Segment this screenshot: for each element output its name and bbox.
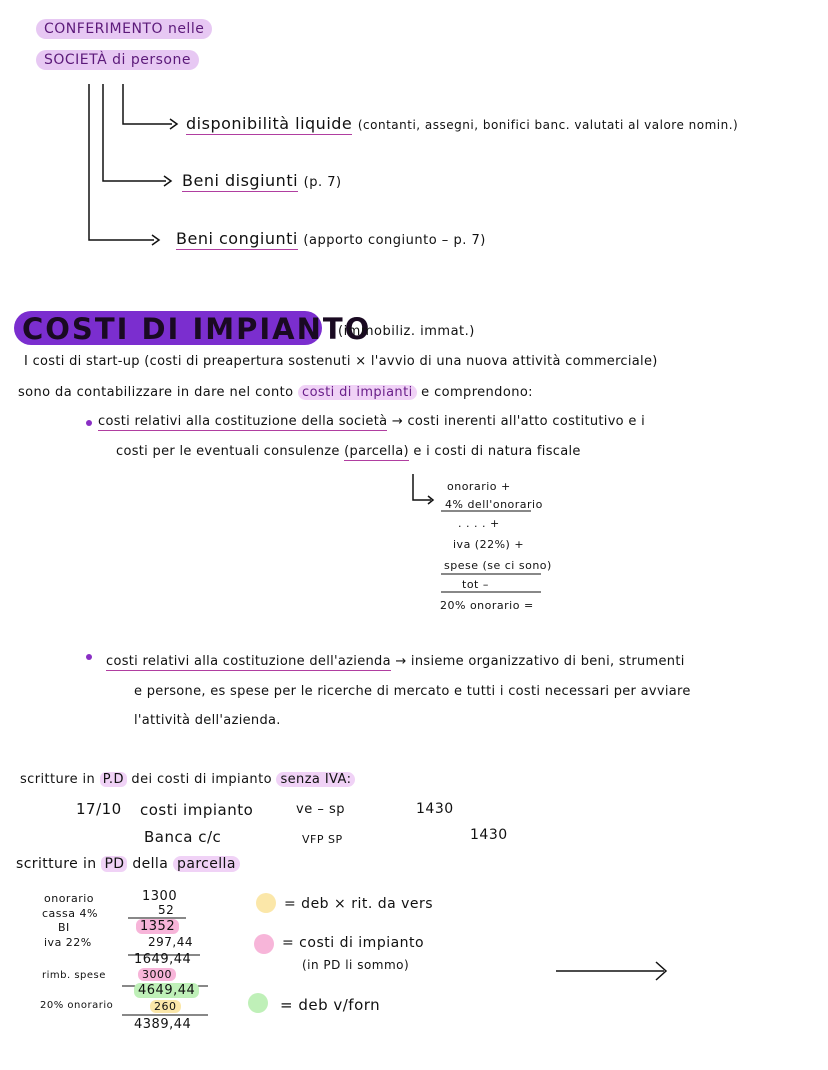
scritture1-row2-code: VFP SP [302, 833, 343, 846]
branch-1-note: (contanti, assegni, bonifici banc. valutati al valore nomin.) [357, 118, 739, 132]
scritture1-row1-amount: 1430 [416, 801, 454, 817]
parcella-value-rimb: 3000 [138, 968, 176, 981]
branch-3-note: (apporto congiunto – p. 7) [303, 233, 486, 248]
branch-3-label: Beni congiunti [176, 229, 298, 248]
branch-3 [176, 229, 486, 248]
scritture1-row2-amount: 1430 [470, 827, 508, 843]
bullet-1-parcella: (parcella) [344, 444, 409, 459]
calc-row-3: . . . . + [458, 517, 500, 530]
scritture2-heading-b: della [132, 856, 169, 872]
calc-row-1: onorario + [447, 480, 511, 493]
scritture1-row1-date: 17/10 [76, 800, 122, 818]
calc-row-5: spese (se ci sono) [444, 559, 552, 572]
legend-yellow-dot [256, 893, 276, 913]
legend-pink-text: = costi di impianto [282, 935, 425, 951]
parcella-value-iva: 297,44 [148, 935, 193, 949]
scritture1-row1-code: ve – sp [296, 802, 345, 817]
branch-2-note: (p. 7) [303, 175, 342, 190]
intro-line2 [18, 385, 533, 400]
bullet-1-line2-a: costi per le eventuali consulenze [116, 444, 340, 459]
conferimento-title-line2: SOCIETÀ di persone [36, 50, 199, 70]
bullet-2-line1 [106, 654, 685, 669]
bullet-1-line2 [116, 444, 581, 459]
legend-green-text: = deb v/forn [280, 996, 381, 1014]
parcella-label-iva: iva 22% [44, 936, 92, 949]
parcella-value-bi: 1352 [136, 919, 179, 934]
scritture1-heading-b: dei costi di impianto [131, 772, 272, 787]
bullet-2-line2: e persone, es spese per le ricerche di mercato e tutti i costi necessari per avviare [134, 684, 691, 699]
bullet-2-dot [86, 654, 92, 660]
bullet-1-dot [86, 420, 92, 426]
scritture1-row2-account: Banca c/c [144, 828, 222, 846]
parcella-label-cassa: cassa 4% [42, 907, 98, 920]
parcella-label-rimb: rimb. spese [42, 970, 106, 981]
scritture2-heading-pd: PD [101, 856, 127, 872]
scritture1-heading-pd: P.D [100, 772, 127, 787]
bullet-1-rest: → costi inerenti all'atto costitutivo e i [391, 414, 646, 429]
costi-title: COSTI DI IMPIANTO [22, 312, 372, 346]
bullet-2-rest: → insieme organizzativo di beni, strumenti [395, 654, 685, 669]
legend-pink-dot [254, 934, 274, 954]
legend-green-dot [248, 993, 268, 1013]
parcella-value-onorario: 1300 [142, 889, 178, 904]
costi-title-note: (immobiliz. immat.) [338, 324, 475, 339]
bullet-2-line3: l'attività dell'azienda. [134, 713, 281, 728]
intro-line2-a: sono da contabilizzare in dare nel conto [18, 385, 294, 400]
legend-pink-note: (in PD li sommo) [302, 958, 410, 972]
conferimento-title-line1: CONFERIMENTO nelle [36, 19, 212, 39]
scritture2-heading-a: scritture in [16, 856, 97, 872]
parcella-value-cassa: 52 [158, 903, 175, 917]
intro-line2-b: e comprendono: [421, 385, 533, 400]
intro-line2-highlight: costi di impianti [298, 385, 417, 400]
legend-yellow-text: = deb × rit. da vers [284, 896, 434, 912]
scritture1-heading-a: scritture in [20, 772, 96, 787]
bullet-1-line1 [98, 414, 645, 429]
branch-1 [186, 114, 738, 133]
scritture1-row1-account: costi impianto [140, 801, 254, 819]
parcella-label-onorario20: 20% onorario [40, 1000, 114, 1011]
parcella-value-net: 4389,44 [134, 1017, 192, 1032]
bullet-2-underlined: costi relativi alla costituzione dell'azienda [106, 654, 391, 669]
parcella-label-onorario: onorario [44, 892, 95, 905]
bullet-1-line2-b: e i costi di natura fiscale [413, 444, 581, 459]
parcella-value-subtotal: 1649,44 [134, 952, 192, 967]
calc-row-7: 20% onorario = [440, 599, 534, 612]
scritture1-heading [20, 772, 355, 787]
parcella-value-ritenuta: 260 [150, 1000, 181, 1013]
calc-row-2: 4% dell'onorario [445, 498, 543, 511]
scritture1-heading-highlight: senza IVA: [276, 772, 355, 787]
parcella-value-total: 4649,44 [134, 983, 199, 998]
scritture2-heading-parcella: parcella [173, 856, 240, 872]
bullet-1-underlined: costi relativi alla costituzione della società [98, 414, 388, 429]
branch-2-label: Beni disgiunti [182, 171, 299, 190]
calc-row-6: tot – [462, 578, 489, 591]
scritture2-heading [16, 856, 240, 872]
branch-2 [182, 171, 342, 190]
intro-line1: I costi di start-up (costi di preapertura sostenuti × l'avvio di una nuova attività commerciale) [24, 354, 658, 369]
calc-row-4: iva (22%) + [453, 538, 525, 551]
branch-1-label: disponibilità liquide [186, 114, 353, 133]
parcella-label-bi: BI [58, 921, 70, 934]
